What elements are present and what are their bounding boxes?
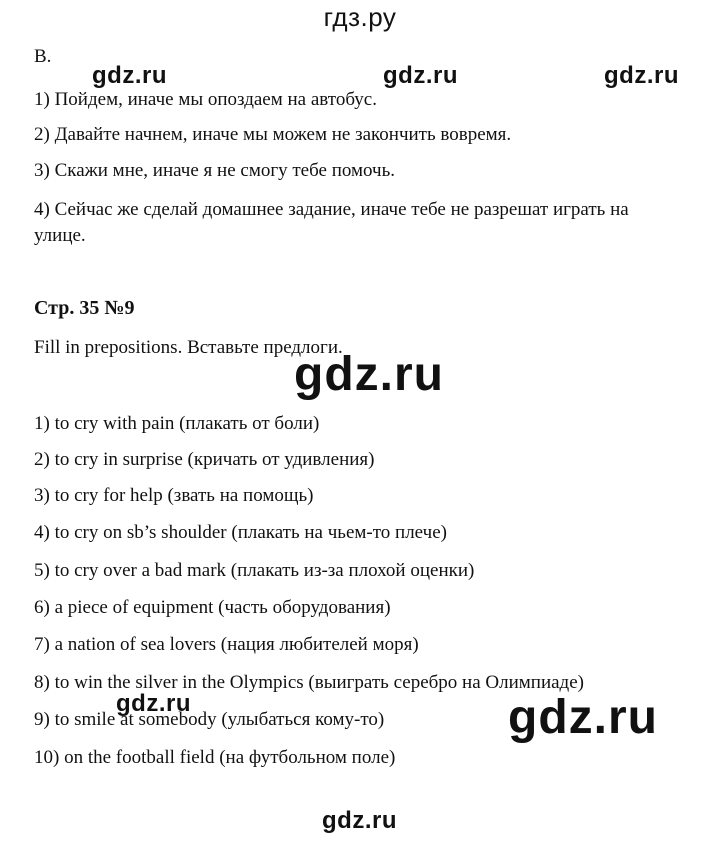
watermark-top-left: gdz.ru (92, 62, 167, 89)
exercise-item-10: 10) on the football field (на футбольном поле) (34, 747, 396, 768)
watermark-bottom: gdz.ru (322, 807, 397, 834)
exercise-item-3: 3) to cry for help (звать на помощь) (34, 485, 314, 506)
section-b-label: B. (34, 46, 52, 67)
exercise-item-7: 7) a nation of sea lovers (нация любителей моря) (34, 634, 419, 655)
section-b-item-4: 4) Сейчас же сделай домашнее задание, иначе тебе не разрешат играть на (34, 199, 629, 220)
section-b-item-1: 1) Пойдем, иначе мы опоздаем на автобус. (34, 89, 377, 110)
watermark-lower-right: gdz.ru (508, 691, 658, 744)
exercise-item-6: 6) a piece of equipment (часть оборудования) (34, 597, 391, 618)
exercise-item-2: 2) to cry in surprise (кричать от удивления) (34, 449, 375, 470)
exercise-item-5: 5) to cry over a bad mark (плакать из-за плохой оценки) (34, 560, 475, 581)
watermark-lower-left: gdz.ru (116, 690, 191, 717)
exercise-item-1: 1) to cry with pain (плакать от боли) (34, 413, 320, 434)
exercise-instruction: Fill in prepositions. Вставьте предлоги. (34, 337, 343, 358)
watermark-top-center: gdz.ru (383, 62, 458, 89)
exercise-heading: Стр. 35 №9 (34, 297, 135, 319)
section-b-item-4-continued: улице. (34, 225, 86, 246)
watermark-middle: gdz.ru (294, 348, 444, 401)
watermark-top-right: gdz.ru (604, 62, 679, 89)
site-header-title: гдз.ру (323, 2, 397, 32)
exercise-item-9: 9) to smile at somebody (улыбаться кому-то) (34, 709, 385, 730)
section-b-item-3: 3) Скажи мне, иначе я не смогу тебе помочь. (34, 160, 396, 181)
section-b-item-2: 2) Давайте начнем, иначе мы можем не закончить вовремя. (34, 124, 512, 145)
exercise-item-8: 8) to win the silver in the Olympics (выиграть серебро на Олимпиаде) (34, 672, 584, 693)
exercise-item-4: 4) to cry on sb’s shoulder (плакать на чьем-то плече) (34, 522, 447, 543)
